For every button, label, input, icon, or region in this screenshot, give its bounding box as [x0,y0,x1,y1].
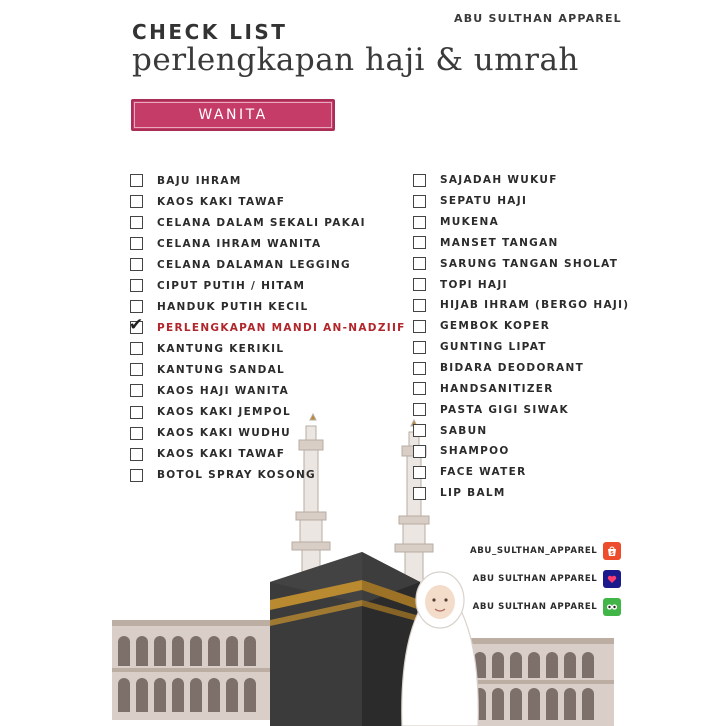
checklist-item-label: PASTA GIGI SIWAK [440,403,569,416]
checklist-right-column [413,170,629,504]
checklist-item-label: SABUN [440,424,488,437]
checklist-item-label: SARUNG TANGAN SHOLAT [440,257,619,270]
checkbox[interactable] [413,195,426,208]
checklist-item-label: GUNTING LIPAT [440,341,547,354]
checklist-item[interactable] [413,399,629,420]
checkbox[interactable] [413,424,426,437]
checklist-item[interactable] [130,275,406,296]
checklist-left-column [130,170,406,486]
checkbox[interactable] [130,237,143,250]
checklist-item[interactable] [413,441,629,462]
checklist-item-label: MANSET TANGAN [440,236,559,249]
checklist-item[interactable] [130,359,406,380]
checklist-item[interactable] [413,483,629,504]
checklist-item[interactable] [130,254,406,275]
page-subtitle: perlengkapan haji & umrah [132,42,579,78]
checkmark-icon: ✔ [129,315,144,336]
checklist-item-label: HANDUK PUTIH KECIL [157,300,309,313]
checklist-item-label: MUKENA [440,216,499,229]
checkbox[interactable] [413,299,426,312]
checklist-item[interactable] [130,465,406,486]
checklist-item[interactable] [130,170,406,191]
checkbox[interactable] [413,445,426,458]
checklist-item[interactable] [413,212,629,233]
checklist-item[interactable] [130,380,406,401]
checklist-item-label: BOTOL SPRAY KOSONG [157,469,316,482]
checkbox[interactable] [413,278,426,291]
checkbox[interactable] [130,448,143,461]
checklist-item[interactable] [413,358,629,379]
checklist-item-label: HANDSANITIZER [440,382,554,395]
checklist-item-label: BIDARA DEODORANT [440,362,585,375]
shop-name: ABU SULTHAN APPAREL [472,574,598,584]
checklist-item[interactable] [130,317,406,338]
checklist-item[interactable] [413,191,629,212]
checklist-item[interactable] [413,295,629,316]
checklist-item[interactable] [130,212,406,233]
left-arcade [112,620,270,720]
checkbox[interactable] [129,315,144,336]
checklist-item-label: SHAMPOO [440,445,510,458]
checkbox[interactable] [413,216,426,229]
shop-link-tokopedia[interactable] [470,596,621,618]
checkbox[interactable] [413,174,426,187]
checklist-item[interactable] [130,191,406,212]
checklist-item[interactable] [130,402,406,423]
checkbox[interactable] [413,320,426,333]
checklist-item[interactable] [413,462,629,483]
checkbox[interactable] [130,258,143,271]
checkbox[interactable] [130,342,143,355]
checklist-item[interactable] [413,316,629,337]
checklist-item[interactable] [130,296,406,317]
category-badge: WANITA [131,99,335,131]
checklist-item[interactable] [413,420,629,441]
right-arcade [468,638,614,726]
checkbox[interactable] [130,300,143,313]
lazada-icon [603,570,621,588]
checkbox[interactable] [413,341,426,354]
brand-name: ABU SULTHAN APPAREL [454,12,622,25]
checklist-item-label: GEMBOK KOPER [440,320,551,333]
checklist-item-label: KAOS KAKI TAWAF [157,195,286,208]
checkbox[interactable] [413,466,426,479]
checklist-item[interactable] [130,423,406,444]
checklist-item-label: KAOS HAJI WANITA [157,384,289,397]
checklist-item-label: KANTUNG SANDAL [157,363,286,376]
checkbox[interactable] [130,406,143,419]
checklist-item-label: HIJAB IHRAM (BERGO HAJI) [440,299,630,312]
checklist-item[interactable] [413,253,629,274]
checklist-item[interactable] [413,337,629,358]
shop-name: ABU SULTHAN APPAREL [472,602,598,612]
checklist-item[interactable] [413,378,629,399]
checklist-item-label: CELANA DALAM SEKALI PAKAI [157,216,366,229]
shop-name: ABU_SULTHAN_APPAREL [470,546,598,556]
checklist-item-label: CIPUT PUTIH / HITAM [157,279,306,292]
checkbox[interactable] [413,257,426,270]
checkbox[interactable] [130,279,143,292]
checklist-item[interactable] [413,274,629,295]
checklist-item-label: CELANA IHRAM WANITA [157,237,322,250]
checkbox[interactable] [130,427,143,440]
checklist-item-label: SEPATU HAJI [440,195,528,208]
shopee-icon [603,542,621,560]
checkbox[interactable] [130,384,143,397]
checklist-item[interactable] [130,444,406,465]
checkbox[interactable] [413,236,426,249]
checklist-item-label: LIP BALM [440,487,506,500]
checklist-item-label: FACE WATER [440,466,527,479]
checklist-item-label: CELANA DALAMAN LEGGING [157,258,351,271]
checkbox[interactable] [130,216,143,229]
checklist-item-label: BAJU IHRAM [157,174,242,187]
checklist-item-label: SAJADAH WUKUF [440,174,558,187]
shop-link-shopee[interactable] [470,540,621,562]
checklist-item[interactable] [413,170,629,191]
checklist-item-label: KAOS KAKI JEMPOL [157,406,292,419]
checkbox[interactable] [413,403,426,416]
checklist-item-label: TOPI HAJI [440,278,508,291]
checkbox[interactable] [413,487,426,500]
page-title: CHECK LIST [132,20,288,44]
checklist-item[interactable] [130,233,406,254]
checklist-item-label: KAOS KAKI WUDHU [157,427,292,440]
shop-links [470,540,621,624]
checklist-item-label: KAOS KAKI TAWAF [157,448,286,461]
checkbox[interactable] [413,382,426,395]
checklist-item-label: KANTUNG KERIKIL [157,342,285,355]
shop-link-lazada[interactable] [470,568,621,590]
svg-text:S: S [610,551,615,557]
checkbox[interactable] [130,195,143,208]
checkbox[interactable] [130,469,143,482]
checklist-item-label: PERLENGKAPAN MANDI AN-NADZIIF [157,321,406,334]
checkbox[interactable] [413,362,426,375]
kaaba [270,552,420,726]
checkbox[interactable] [130,363,143,376]
tokopedia-icon [603,598,621,616]
checklist-item[interactable] [413,233,629,254]
checkbox[interactable] [130,174,143,187]
checklist-item[interactable] [130,338,406,359]
